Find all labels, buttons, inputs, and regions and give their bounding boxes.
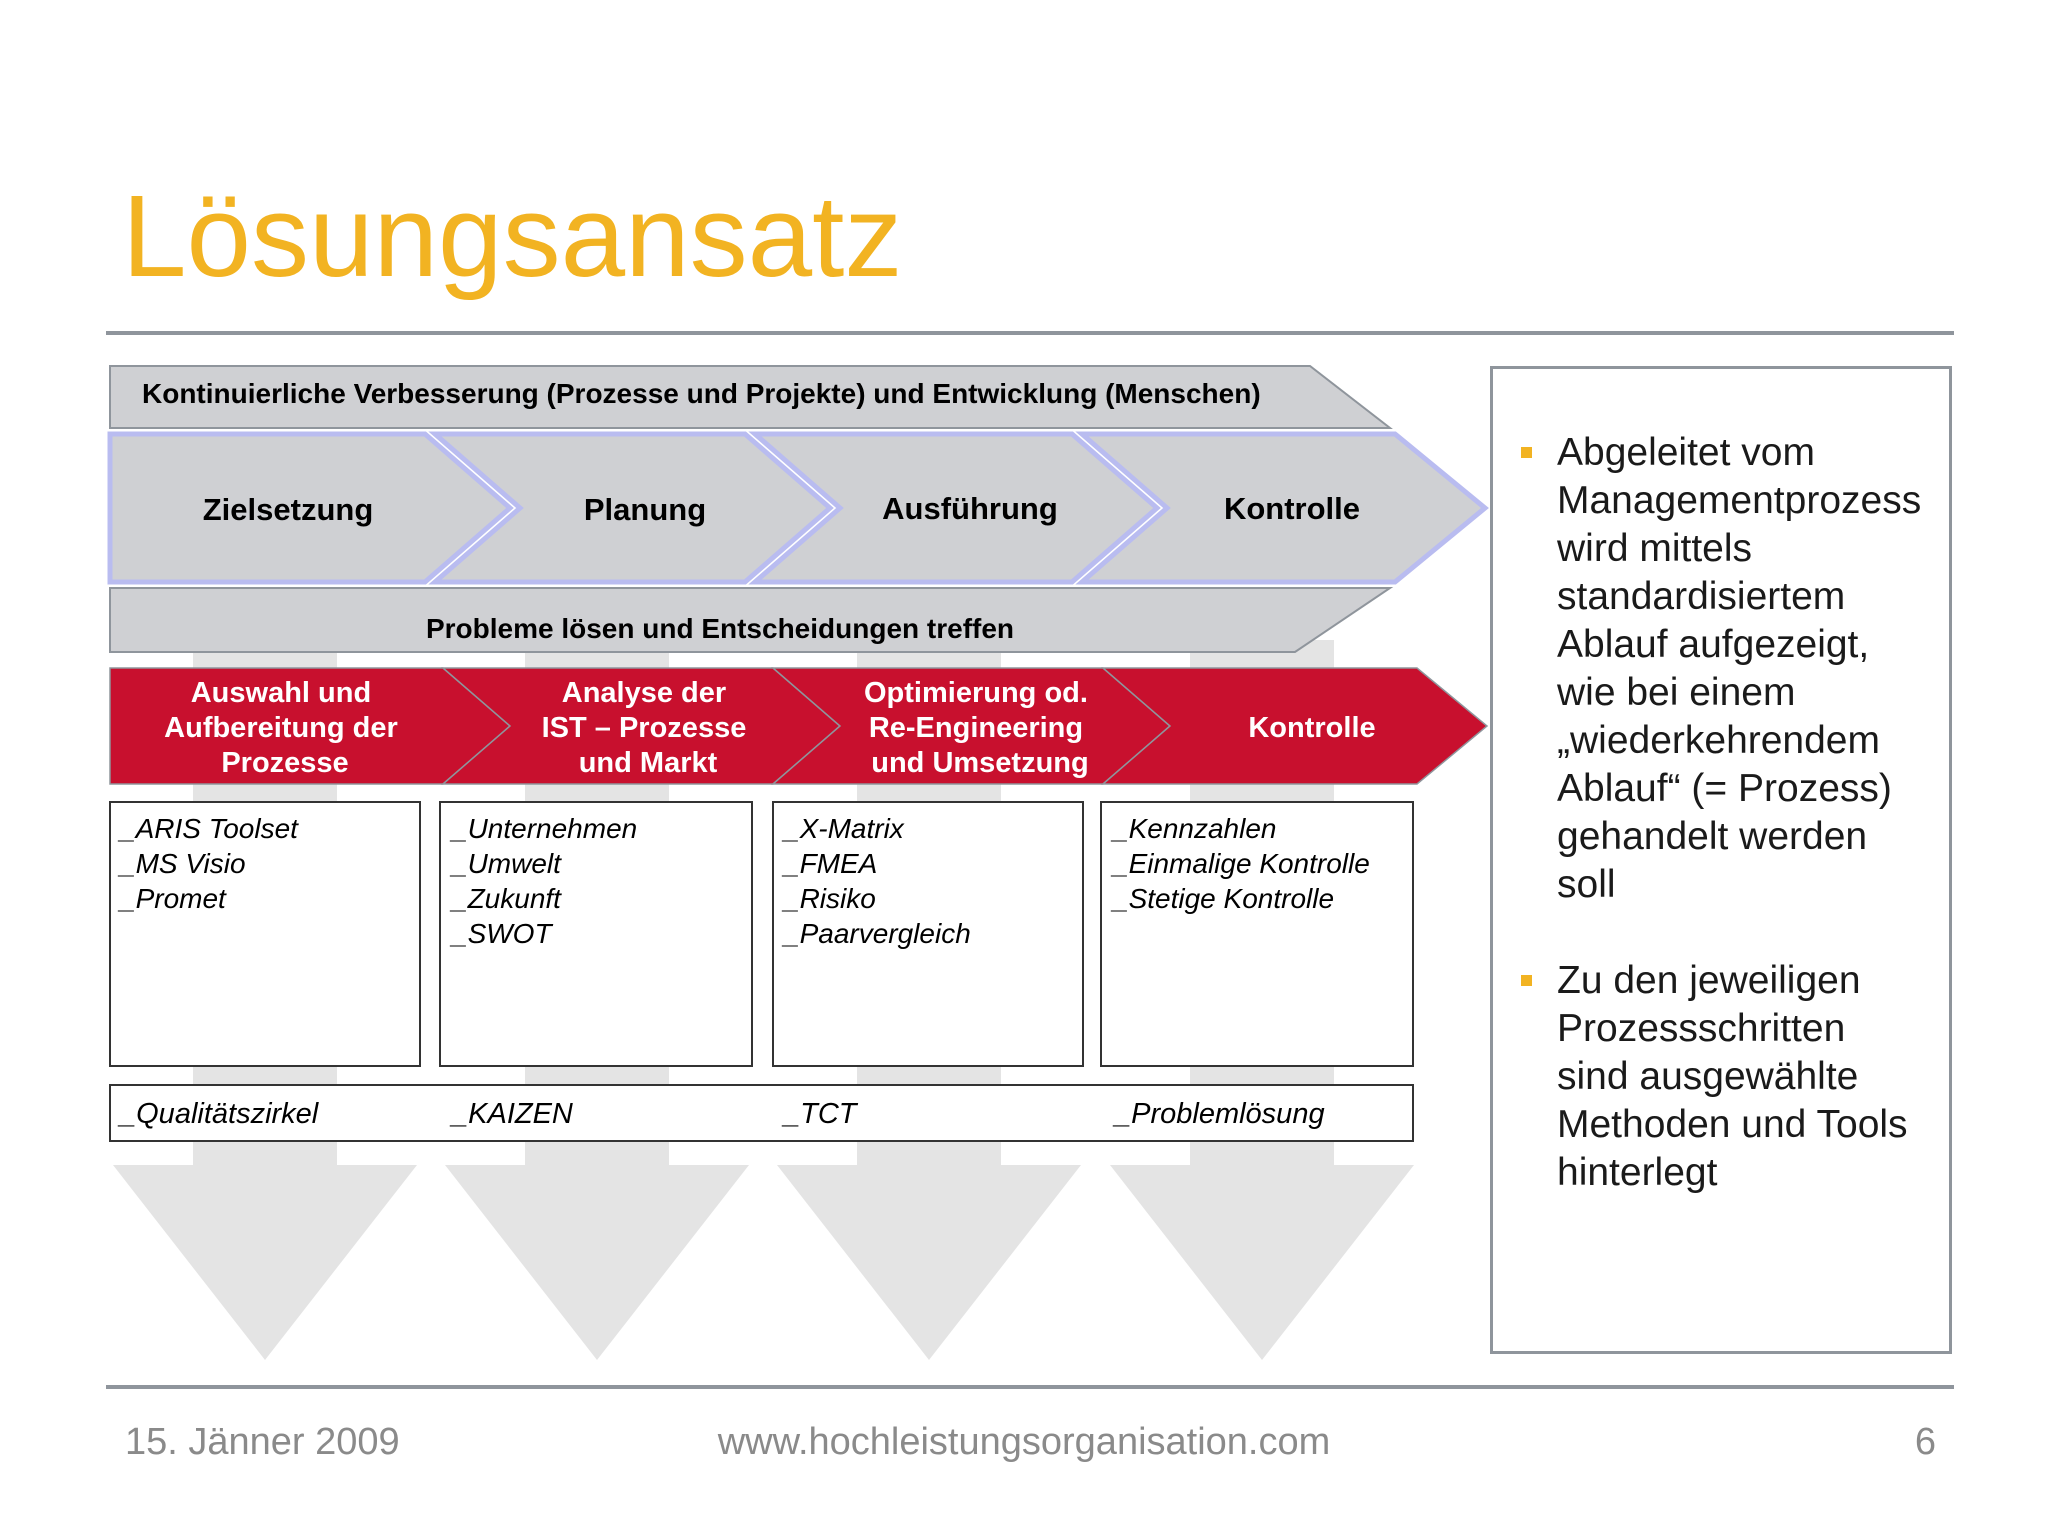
step-label-1-line-2: Aufbereitung der	[164, 712, 398, 744]
tool-item: _Einmalige Kontrolle	[1113, 848, 1370, 879]
slide-title: Lösungsansatz	[122, 171, 903, 301]
phase-label-zielsetzung: Zielsetzung	[202, 492, 374, 527]
tool-item: _SWOT	[452, 918, 552, 949]
step-label-2-line-2: IST – Prozesse	[541, 712, 747, 744]
tool-item: _ARIS Toolset	[120, 813, 298, 844]
phase-label-ausfuehrung: Ausführung	[882, 491, 1058, 526]
step-label-1-line-3: Prozesse	[221, 747, 349, 779]
tool-item: _Umwelt	[452, 848, 561, 879]
bullet-item	[1493, 429, 1967, 909]
tool-item: _X-Matrix	[784, 813, 904, 844]
square-bullet-icon	[1521, 975, 1532, 986]
phase-label-kontrolle: Kontrolle	[1223, 491, 1361, 526]
step-label-2-line-1: Analyse der	[561, 677, 727, 709]
bullet-list	[1493, 429, 1967, 1245]
tool-item: _Kennzahlen	[1113, 813, 1277, 844]
square-bullet-icon	[1521, 447, 1532, 458]
step-label-3-line-1: Optimierung od.	[864, 677, 1088, 709]
step-label-3	[864, 677, 1096, 779]
tool-item: _Stetige Kontrolle	[1113, 883, 1335, 914]
step-label-3-line-3: und Umsetzung	[871, 747, 1089, 779]
step-label-2-line-3: und Markt	[578, 747, 718, 779]
tool-item: _FMEA	[784, 848, 878, 879]
step-label-3-line-2: Re-Engineering	[868, 712, 1084, 744]
method-item: _KAIZEN	[452, 1098, 573, 1130]
bullet-item	[1493, 957, 1967, 1197]
tool-item: _Risiko	[784, 883, 876, 914]
footer-divider	[106, 1385, 1954, 1389]
footer-url: www.hochleistungsorganisation.com	[717, 1421, 1331, 1463]
explanation-panel	[1490, 366, 1952, 1354]
tool-item: _Paarvergleich	[784, 918, 971, 949]
bullet-text: Zu den jeweiligen Prozessschritten sind ausgewählte Methoden und Tools hinterlegt	[1557, 959, 1908, 1194]
top-band-label: Kontinuierliche Verbesserung (Prozesse und Projekte) und Entwicklung (Menschen)	[142, 378, 1261, 409]
tool-item: _Unternehmen	[452, 813, 638, 844]
tool-item: _Zukunft	[452, 883, 561, 914]
bottom-band-label: Probleme lösen und Entscheidungen treffen	[425, 613, 1015, 644]
page-number: 6	[1914, 1421, 1936, 1463]
method-item: _Qualitätszirkel	[120, 1098, 319, 1130]
tool-item: _Promet	[120, 883, 226, 914]
phase-label-planung: Planung	[583, 492, 707, 527]
bullet-text: Abgeleitet vom Managementprozess wird mittels standardisiertem Ablauf aufgezeigt, wie bei einem „wiederkehrendem Ablauf“ (= Prozess) gehandelt werden soll	[1557, 431, 1922, 906]
tool-item: _MS Visio	[120, 848, 246, 879]
step-label-4: Kontrolle	[1248, 712, 1376, 744]
method-item: _TCT	[784, 1098, 857, 1130]
method-item: _Problemlösung	[1115, 1098, 1325, 1130]
footer-date: 15. Jänner 2009	[125, 1421, 400, 1463]
step-label-1-line-1: Auswahl und	[190, 677, 372, 709]
